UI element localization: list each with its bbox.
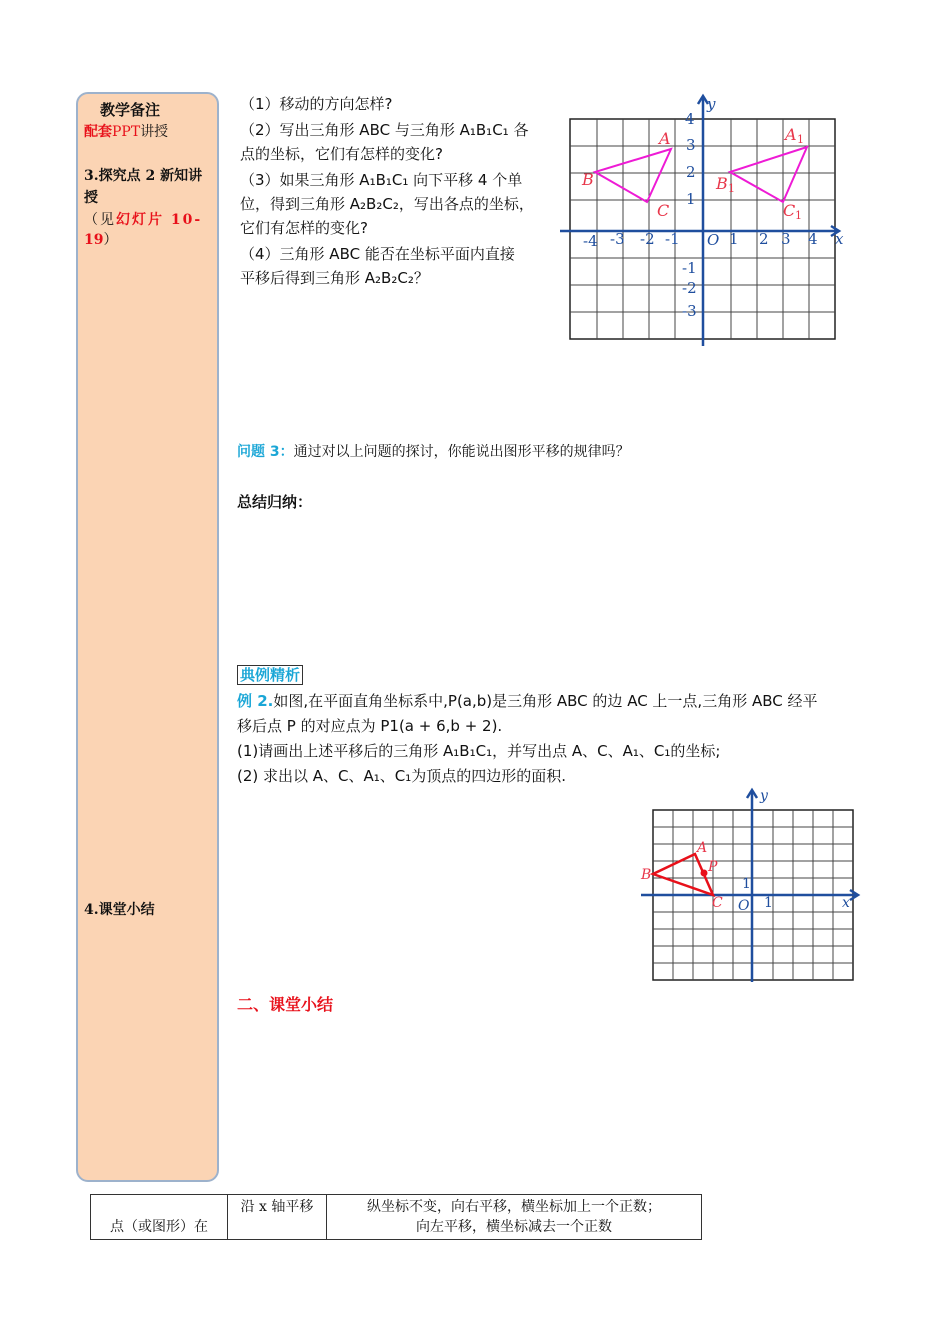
point-a-label: A xyxy=(697,840,708,856)
y-tick: 1 xyxy=(686,190,696,208)
translation-rules-table xyxy=(90,1194,702,1240)
step3-line2: 授 xyxy=(84,190,98,206)
class-summary-heading: 二、课堂小结 xyxy=(237,995,334,1014)
table-cell: 点（或图形）在 xyxy=(91,1195,228,1240)
example-text-1: 如图,在平面直角坐标系中,P(a,b)是三角形 ABC 的边 AC 上一点,三角形 ABC 经平 xyxy=(273,692,818,710)
ppt-highlight: PPT xyxy=(112,124,141,140)
table-cell: 沿 x 轴平移 xyxy=(228,1195,327,1240)
step4: 4.课堂小结 xyxy=(84,902,155,918)
point-b-label: B xyxy=(582,170,594,189)
point-a1-label: A xyxy=(785,125,797,144)
table-cell xyxy=(327,1195,702,1240)
subscript: 1 xyxy=(797,133,804,146)
point-b-label: B xyxy=(641,867,652,883)
slides-prefix: （见 xyxy=(84,212,116,228)
subscript: 1 xyxy=(795,209,802,222)
coordinate-graph-2 xyxy=(636,786,862,986)
slides-suffix: ） xyxy=(103,232,118,248)
x-tick: 1 xyxy=(729,230,739,248)
slides-note-line2 xyxy=(84,230,117,250)
axis-y-label: y xyxy=(707,95,716,113)
origin-label: O xyxy=(738,898,750,914)
triangle-abc xyxy=(653,854,713,895)
axis-x-label: x xyxy=(842,895,850,911)
x-tick: -4 xyxy=(583,232,598,250)
step3-line1: 3.探究点 2 新知讲 xyxy=(84,168,203,184)
slides-range-end: 19 xyxy=(84,232,104,248)
y-tick: -1 xyxy=(682,259,697,277)
origin-label: O xyxy=(707,231,720,249)
sidebar-title: 教学备注 xyxy=(100,101,161,119)
x-tick: -1 xyxy=(665,230,680,248)
ppt-note xyxy=(84,122,168,142)
teaching-notes-sidebar xyxy=(76,92,219,1182)
table-row xyxy=(91,1195,702,1240)
point-c-label: C xyxy=(657,201,670,220)
example-line3: (1)请画出上述平移后的三角形 A₁B₁C₁，并写出点 A、C、A₁、C₁的坐标; xyxy=(237,742,721,760)
summary-label: 总结归纳： xyxy=(237,493,313,511)
example-label: 例 2. xyxy=(237,692,274,710)
problem-3 xyxy=(237,440,630,464)
rule-line-2: 向左平移，横坐标减去一个正数 xyxy=(416,1219,612,1235)
x-tick: 2 xyxy=(759,230,769,248)
triangle-abc xyxy=(595,147,807,202)
coordinate-graph-1 xyxy=(555,92,850,354)
x-tick: -3 xyxy=(610,230,625,248)
example-line4: (2) 求出以 A、C、A₁、C₁为顶点的四边形的面积. xyxy=(237,767,567,785)
slides-note xyxy=(84,210,202,230)
problem-3-label: 问题 3： xyxy=(237,444,294,460)
question-2-line2: 点的坐标，它们有怎样的变化? xyxy=(240,145,443,163)
axis-y-label: y xyxy=(760,788,768,804)
point-a-label: A xyxy=(659,129,671,148)
x-tick-one: 1 xyxy=(764,895,773,911)
y-tick: 2 xyxy=(686,163,696,181)
example-section-label xyxy=(237,663,303,687)
y-tick: -2 xyxy=(682,279,697,297)
question-4-line1: （4）三角形 ABC 能否在坐标平面内直接 xyxy=(240,245,515,263)
point-b1-label: B xyxy=(716,174,728,193)
point-p-label: P xyxy=(708,859,718,875)
example-line2: 移后点 P 的对应点为 P1(a + 6,b + 2). xyxy=(237,717,503,735)
question-3-line1: （3）如果三角形 A₁B₁C₁ 向下平移 4 个单 xyxy=(240,171,523,189)
axis-x-label: x xyxy=(835,230,844,248)
question-4-line2: 平移后得到三角形 A₂B₂C₂？ xyxy=(240,269,429,287)
subscript: 1 xyxy=(728,182,735,195)
x-tick: -2 xyxy=(640,230,655,248)
point-c1-label: C xyxy=(783,201,796,220)
y-tick-one: 1 xyxy=(742,876,751,892)
ppt-prefix: 配套 xyxy=(84,124,112,140)
rule-line-1: 纵坐标不变，向右平移，横坐标加上一个正数； xyxy=(367,1199,661,1215)
problem-3-text: 通过对以上问题的探讨，你能说出图形平移的规律吗？ xyxy=(293,444,630,460)
question-3-line3: 它们有怎样的变化? xyxy=(240,219,368,237)
point-c-label: C xyxy=(712,895,723,911)
example-line1 xyxy=(237,689,818,713)
x-tick: 3 xyxy=(781,230,791,248)
y-tick: 3 xyxy=(686,136,696,154)
y-tick: -3 xyxy=(682,302,697,320)
ppt-suffix: 讲授 xyxy=(140,124,169,140)
example-section-title: 典例精析 xyxy=(237,665,303,685)
question-1: （1）移动的方向怎样? xyxy=(240,95,393,113)
x-tick: 4 xyxy=(808,230,818,248)
question-2-line1: （2）写出三角形 ABC 与三角形 A₁B₁C₁ 各 xyxy=(240,121,529,139)
point-p xyxy=(701,870,708,877)
y-tick: 4 xyxy=(685,110,695,128)
question-3-line2: 位，得到三角形 A₂B₂C₂，写出各点的坐标， xyxy=(240,195,534,213)
slides-range: 幻灯片 10- xyxy=(116,212,203,228)
